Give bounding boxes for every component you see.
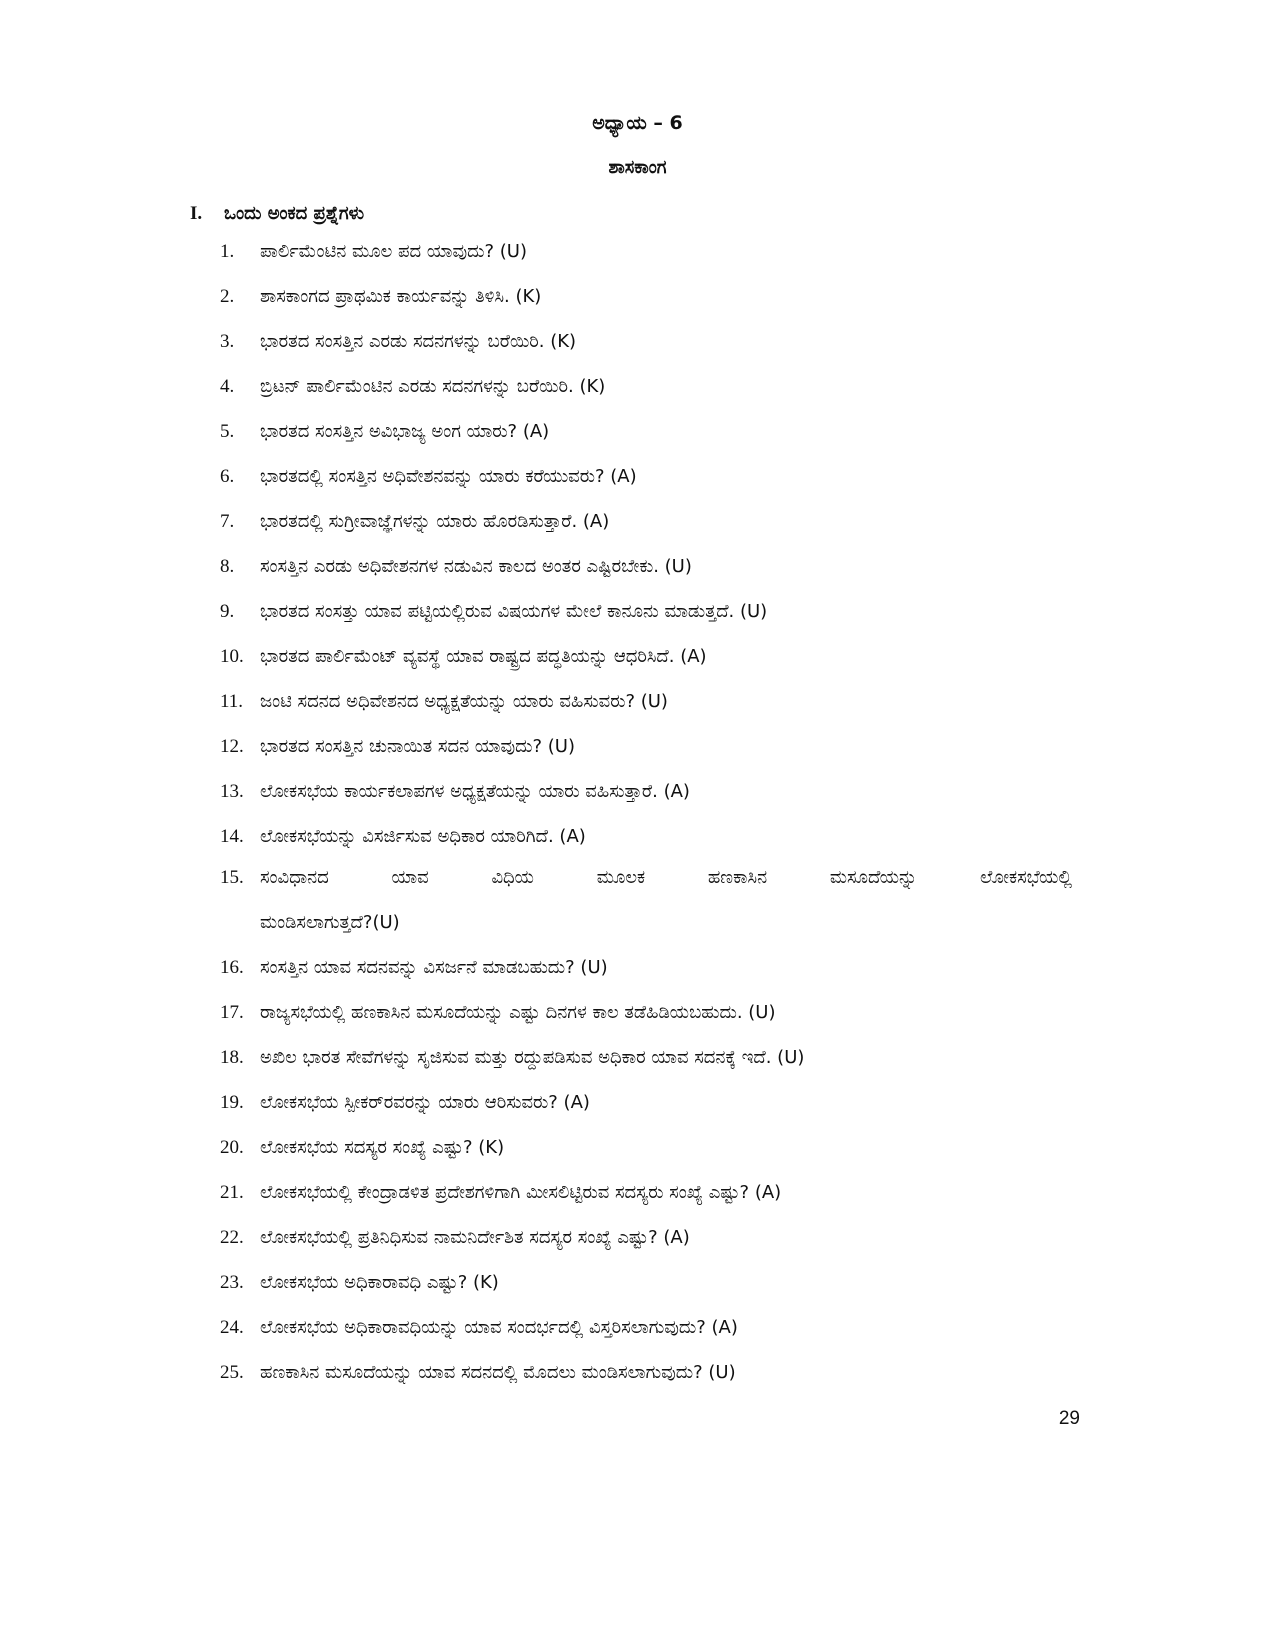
list-item bbox=[220, 1270, 1075, 1296]
list-item bbox=[220, 1225, 1075, 1251]
question-number: 25. bbox=[220, 1362, 244, 1383]
list-item bbox=[220, 239, 1075, 265]
question-text: ಭಾರತದ ಸಂಸತ್ತಿನ ಚುನಾಯಿತ ಸದನ ಯಾವುದು? (U) bbox=[260, 736, 575, 757]
question-number: 6. bbox=[220, 466, 235, 487]
question-text: ಭಾರತದ ಸಂಸತ್ತು ಯಾವ ಪಟ್ಟಿಯಲ್ಲಿರುವ ವಿಷಯಗಳ ಮೇಲೆ ಕಾನೂನು ಮಾಡುತ್ತದೆ. (U) bbox=[260, 601, 768, 622]
question-number: 8. bbox=[220, 556, 235, 577]
question-number: 23. bbox=[220, 1272, 244, 1293]
question-text: ಸಂಸತ್ತಿನ ಯಾವ ಸದನವನ್ನು ವಿಸರ್ಜನೆ ಮಾಡಬಹುದು? (U) bbox=[260, 957, 608, 978]
question-number: 2. bbox=[220, 286, 235, 307]
question-text: ಲೋಕಸಭೆಯನ್ನು ವಿಸರ್ಜಿಸುವ ಅಧಿಕಾರ ಯಾರಿಗಿದೆ. (A) bbox=[260, 826, 586, 847]
page-number: 29 bbox=[1058, 1408, 1080, 1429]
question-number: 13. bbox=[220, 781, 244, 802]
list-item bbox=[220, 509, 1075, 535]
list-item bbox=[220, 599, 1075, 625]
list-item bbox=[220, 1135, 1075, 1161]
question-number: 24. bbox=[220, 1317, 244, 1338]
list-item bbox=[220, 464, 1075, 490]
question-text: ಅಖಿಲ ಭಾರತ ಸೇವೆಗಳನ್ನು ಸೃಜಿಸುವ ಮತ್ತು ರದ್ದುಪಡಿಸುವ ಅಧಿಕಾರ ಯಾವ ಸದನಕ್ಕೆ ಇದೆ. (U) bbox=[260, 1047, 805, 1068]
question-text: ಜಂಟಿ ಸದನದ ಅಧಿವೇಶನದ ಅಧ್ಯಕ್ಷತೆಯನ್ನು ಯಾರು ವಹಿಸುವರು? (U) bbox=[260, 691, 668, 712]
question-number: 19. bbox=[220, 1092, 244, 1113]
question-text: ಲೋಕಸಭೆಯ ಕಾರ್ಯಕಲಾಪಗಳ ಅಧ್ಯಕ್ಷತೆಯನ್ನು ಯಾರು ವಹಿಸುತ್ತಾರೆ. (A) bbox=[260, 781, 690, 802]
question-text: ಲೋಕಸಭೆಯಲ್ಲಿ ಕೇಂದ್ರಾಡಳಿತ ಪ್ರದೇಶಗಳಿಗಾಗಿ ಮೀಸಲಿಟ್ಟಿರುವ ಸದಸ್ಯರು ಸಂಖ್ಯೆ ಎಷ್ಟು? (A) bbox=[260, 1182, 782, 1203]
question-number: 9. bbox=[220, 601, 235, 622]
list-item bbox=[220, 329, 1075, 355]
question-text: ಲೋಕಸಭೆಯ ಸದಸ್ಯರ ಸಂಖ್ಯೆ ಎಷ್ಟು? (K) bbox=[260, 1137, 505, 1158]
question-text: ಭಾರತದಲ್ಲಿ ಸಂಸತ್ತಿನ ಅಧಿವೇಶನವನ್ನು ಯಾರು ಕರೆಯುವರು? (A) bbox=[260, 466, 637, 487]
list-item bbox=[220, 1360, 1075, 1386]
question-text: ಲೋಕಸಭೆಯ ಅಧಿಕಾರಾವಧಿ ಎಷ್ಟು? (K) bbox=[260, 1272, 499, 1293]
question-number: 14. bbox=[220, 826, 244, 847]
list-item bbox=[220, 1045, 1075, 1071]
list-item bbox=[220, 779, 1075, 805]
question-text: ಹಣಕಾಸಿನ ಮಸೂದೆಯನ್ನು ಯಾವ ಸದನದಲ್ಲಿ ಮೊದಲು ಮಂಡಿಸಲಾಗುವುದು? (U) bbox=[260, 1362, 736, 1383]
question-text: ಭಾರತದಲ್ಲಿ ಸುಗ್ರೀವಾಜ್ಞೆಗಳನ್ನು ಯಾರು ಹೊರಡಿಸುತ್ತಾರೆ. (A) bbox=[260, 511, 610, 532]
list-item bbox=[220, 734, 1075, 760]
list-item bbox=[220, 419, 1075, 445]
list-item bbox=[220, 554, 1075, 580]
question-text: ಸಂವಿಧಾನದ ಯಾವ ವಿಧಿಯ ಮೂಲಕ ಹಣಕಾಸಿನ ಮಸೂದೆಯನ್ನು ಲೋಕಸಭೆಯಲ್ಲಿ bbox=[260, 867, 1072, 888]
question-text: ಲೋಕಸಭೆಯ ಅಧಿಕಾರಾವಧಿಯನ್ನು ಯಾವ ಸಂದರ್ಭದಲ್ಲಿ ವಿಸ್ತರಿಸಲಾಗುವುದು? (A) bbox=[260, 1317, 738, 1338]
list-item bbox=[220, 284, 1075, 310]
section-numeral: I. bbox=[190, 203, 203, 224]
question-text: ಭಾರತದ ಸಂಸತ್ತಿನ ಎರಡು ಸದನಗಳನ್ನು ಬರೆಯಿರಿ. (K) bbox=[260, 331, 577, 352]
list-item bbox=[220, 1090, 1075, 1116]
question-number: 7. bbox=[220, 511, 235, 532]
question-number: 1. bbox=[220, 241, 235, 262]
list-item bbox=[220, 824, 1075, 850]
question-number: 3. bbox=[220, 331, 235, 352]
question-number: 21. bbox=[220, 1182, 244, 1203]
list-item bbox=[220, 689, 1075, 715]
list-item bbox=[220, 955, 1075, 981]
list-item bbox=[220, 644, 1075, 670]
question-text-continued: ಮಂಡಿಸಲಾಗುತ್ತದೆ?(U) bbox=[260, 912, 400, 933]
question-number: 17. bbox=[220, 1002, 244, 1023]
question-text: ಸಂಸತ್ತಿನ ಎರಡು ಅಧಿವೇಶನಗಳ ನಡುವಿನ ಕಾಲದ ಅಂತರ ಎಷ್ಟಿರಬೇಕು. (U) bbox=[260, 556, 692, 577]
question-number: 12. bbox=[220, 736, 244, 757]
question-text: ಲೋಕಸಭೆಯ ಸ್ಪೀಕರ್‌ರವರನ್ನು ಯಾರು ಆರಿಸುವರು? (A) bbox=[260, 1092, 590, 1113]
section-heading-text: ಒಂದು ಅಂಕದ ಪ್ರಶ್ನೆಗಳು bbox=[224, 203, 365, 224]
question-number: 18. bbox=[220, 1047, 244, 1068]
list-item bbox=[220, 1000, 1075, 1026]
question-text: ಭಾರತದ ಪಾರ್ಲಿಮೆಂಟ್ ವ್ಯವಸ್ಥೆ ಯಾವ ರಾಷ್ಟ್ರದ ಪದ್ಧತಿಯನ್ನು ಆಧರಿಸಿದೆ. (A) bbox=[260, 646, 707, 667]
question-number: 16. bbox=[220, 957, 244, 978]
question-text: ಶಾಸಕಾಂಗದ ಪ್ರಾಥಮಿಕ ಕಾರ್ಯವನ್ನು ತಿಳಿಸಿ. (K) bbox=[260, 286, 542, 307]
question-text: ರಾಜ್ಯಸಭೆಯಲ್ಲಿ ಹಣಕಾಸಿನ ಮಸೂದೆಯನ್ನು ಎಷ್ಟು ದಿನಗಳ ಕಾಲ ತಡೆಹಿಡಿಯಬಹುದು. (U) bbox=[260, 1002, 776, 1023]
question-number: 10. bbox=[220, 646, 244, 667]
question-text: ಪಾರ್ಲಿಮೆಂಟಿನ ಮೂಲ ಪದ ಯಾವುದು? (U) bbox=[260, 241, 528, 262]
list-item bbox=[220, 865, 1075, 933]
question-number: 11. bbox=[220, 691, 244, 712]
chapter-subtitle: ಶಾಸಕಾಂಗ bbox=[608, 157, 667, 178]
question-number: 5. bbox=[220, 421, 235, 442]
question-text: ಬ್ರಿಟನ್ ಪಾರ್ಲಿಮೆಂಟಿನ ಎರಡು ಸದನಗಳನ್ನು ಬರೆಯಿರಿ. (K) bbox=[260, 376, 606, 397]
list-item bbox=[220, 1315, 1075, 1341]
question-number: 22. bbox=[220, 1227, 244, 1248]
question-number: 20. bbox=[220, 1137, 244, 1158]
list-item bbox=[220, 374, 1075, 400]
section-heading bbox=[190, 203, 364, 225]
list-item bbox=[220, 1180, 1075, 1206]
question-number: 4. bbox=[220, 376, 235, 397]
chapter-title: ಅಧ್ಯಾಯ – 6 bbox=[592, 112, 683, 134]
question-text: ಲೋಕಸಭೆಯಲ್ಲಿ ಪ್ರತಿನಿಧಿಸುವ ನಾಮನಿರ್ದೇಶಿತ ಸದಸ್ಯರ ಸಂಖ್ಯೆ ಎಷ್ಟು? (A) bbox=[260, 1227, 690, 1248]
question-text: ಭಾರತದ ಸಂಸತ್ತಿನ ಅವಿಭಾಜ್ಯ ಅಂಗ ಯಾರು? (A) bbox=[260, 421, 550, 442]
question-number: 15. bbox=[220, 867, 244, 888]
